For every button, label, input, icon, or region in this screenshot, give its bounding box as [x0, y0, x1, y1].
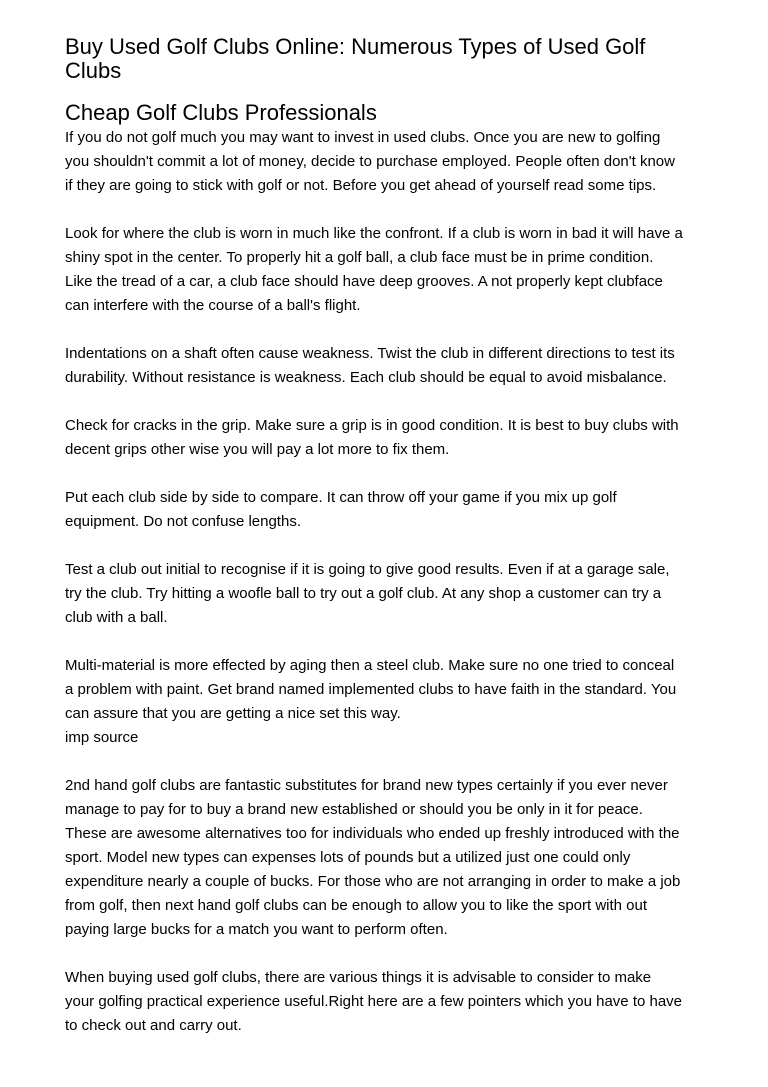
paragraph-line: durability. Without resistance is weakness. Each club should be equal to avoid misbalance.	[65, 369, 667, 386]
paragraph	[65, 486, 715, 534]
paragraph	[65, 774, 715, 942]
paragraph-line: club with a ball.	[65, 609, 168, 626]
title-line: Buy Used Golf Clubs Online: Numerous Types of Used Golf	[65, 34, 646, 59]
paragraph-line: equipment. Do not confuse lengths.	[65, 513, 301, 530]
paragraph-line: Check for cracks in the grip. Make sure a grip is in good condition. It is best to buy clubs with	[65, 417, 679, 434]
section-heading: Cheap Golf Clubs Professionals	[65, 100, 377, 125]
paragraph-line: expenditure nearly a couple of bucks. For those who are not arranging in order to make a job	[65, 873, 681, 890]
paragraph-line: Look for where the club is worn in much like the confront. If a club is worn in bad it will have a	[65, 225, 683, 242]
paragraph-line: sport. Model new types can expenses lots of pounds but a utilized just one could only	[65, 849, 631, 866]
paragraph-line: to check out and carry out.	[65, 1017, 242, 1034]
document-title	[65, 35, 715, 83]
paragraph	[65, 222, 715, 318]
paragraph-line: Like the tread of a car, a club face should have deep grooves. A not properly kept clubface	[65, 273, 663, 290]
paragraph-line: shiny spot in the center. To properly hit a golf ball, a club face must be in prime condition.	[65, 249, 654, 266]
paragraph-line: can interfere with the course of a ball's flight.	[65, 297, 361, 314]
paragraph-line: can assure that you are getting a nice set this way.	[65, 705, 401, 722]
paragraph-line: if they are going to stick with golf or not. Before you get ahead of yourself read some tips.	[65, 177, 657, 194]
paragraph-line: a problem with paint. Get brand named implemented clubs to have faith in the standard. You	[65, 681, 677, 698]
paragraph-line: you shouldn't commit a lot of money, decide to purchase employed. People often don't know	[65, 153, 675, 170]
title-line: Clubs	[65, 58, 122, 83]
source-link[interactable]: imp source	[65, 729, 139, 746]
paragraph-line: manage to pay for to buy a brand new established or should you be only in it for peace.	[65, 801, 643, 818]
paragraph-line: Test a club out initial to recognise if it is going to give good results. Even if at a garage sale,	[65, 561, 670, 578]
paragraph	[65, 414, 715, 462]
paragraph	[65, 966, 715, 1038]
paragraph-line: Multi-material is more effected by aging then a steel club. Make sure no one tried to conceal	[65, 657, 675, 674]
paragraph	[65, 558, 715, 630]
paragraph-line: When buying used golf clubs, there are various things it is advisable to consider to make	[65, 969, 652, 986]
paragraph-line: your golfing practical experience useful.Right here are a few pointers which you have to have	[65, 993, 683, 1010]
paragraph-line: paying large bucks for a match you want to perform often.	[65, 921, 448, 938]
paragraph-line: decent grips other wise you will pay a lot more to fix them.	[65, 441, 450, 458]
document-page	[65, 35, 715, 1062]
document-body	[65, 126, 715, 1038]
paragraph	[65, 342, 715, 390]
paragraph-line: Put each club side by side to compare. It can throw off your game if you mix up golf	[65, 489, 617, 506]
paragraph	[65, 654, 715, 750]
paragraph-line: If you do not golf much you may want to invest in used clubs. Once you are new to golfing	[65, 129, 661, 146]
paragraph-line: Indentations on a shaft often cause weakness. Twist the club in different directions to test its	[65, 345, 675, 362]
paragraph-line: try the club. Try hitting a woofle ball to try out a golf club. At any shop a customer can try a	[65, 585, 662, 602]
paragraph-line: from golf, then next hand golf clubs can be enough to allow you to like the sport with out	[65, 897, 648, 914]
paragraph-line: These are awesome alternatives too for individuals who ended up freshly introduced with the	[65, 825, 680, 842]
paragraph-line: 2nd hand golf clubs are fantastic substitutes for brand new types certainly if you ever never	[65, 777, 668, 794]
paragraph	[65, 126, 715, 198]
